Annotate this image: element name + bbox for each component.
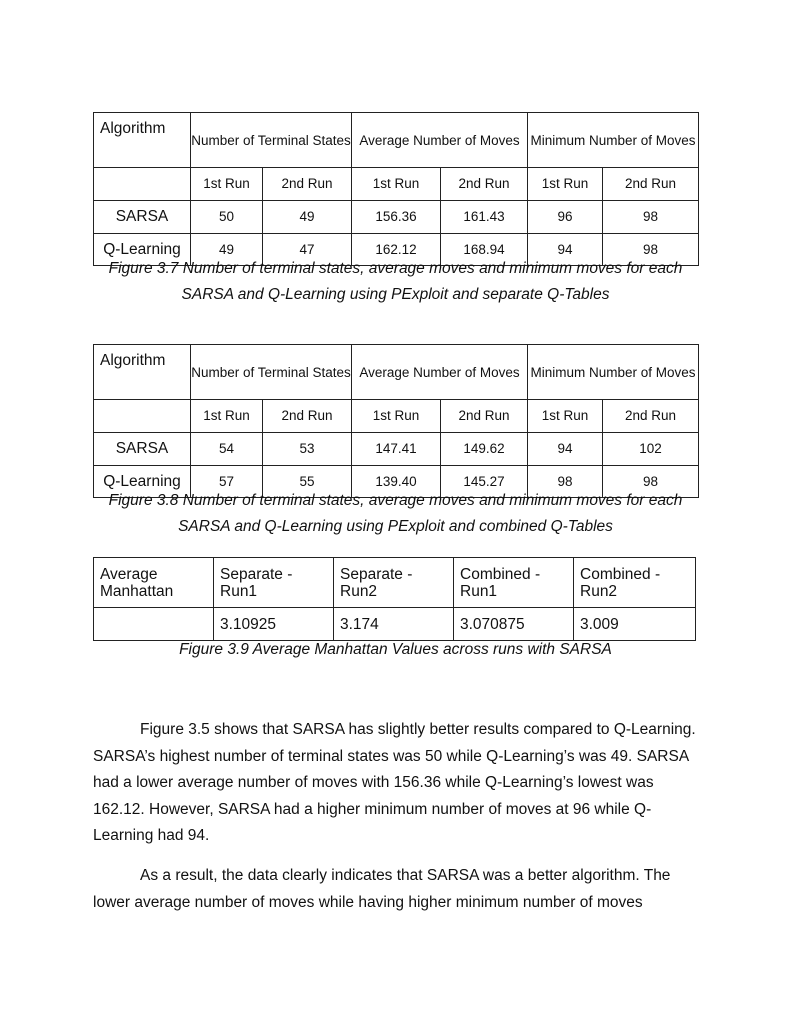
table-row <box>94 433 699 466</box>
header-average-moves: Average Number of Moves <box>352 113 528 168</box>
table-cell: 3.070875 <box>454 608 574 641</box>
run-header: 1st Run <box>191 400 263 433</box>
header-terminal-states: Number of Terminal States <box>191 113 352 168</box>
row-label: SARSA <box>94 433 191 466</box>
table-cell: 161.43 <box>441 201 528 234</box>
table-cell: 98 <box>603 201 699 234</box>
body-paragraph-2 <box>93 863 703 916</box>
table-cell: 139.40 <box>352 466 441 498</box>
figure-caption-3-8 <box>93 488 698 540</box>
table-cell <box>94 608 214 641</box>
body-paragraph-1 <box>93 717 703 850</box>
table-cell: 145.27 <box>441 466 528 498</box>
manhattan-header: Combined - Run1 <box>454 558 574 608</box>
manhattan-header: Average Manhattan <box>94 558 214 608</box>
table-cell: 147.41 <box>352 433 441 466</box>
header-algorithm: Algorithm <box>94 113 191 168</box>
caption-line: Figure 3.7 Number of terminal states, average moves and minimum moves for each <box>108 260 683 277</box>
run-header: 1st Run <box>352 400 441 433</box>
results-table-combined <box>93 344 699 498</box>
manhattan-header: Combined - Run2 <box>574 558 696 608</box>
run-header: 2nd Run <box>441 168 528 201</box>
table-cell: 156.36 <box>352 201 441 234</box>
table-cell: 168.94 <box>441 234 528 266</box>
run-header: 1st Run <box>352 168 441 201</box>
manhattan-table <box>93 557 696 641</box>
table-cell: 162.12 <box>352 234 441 266</box>
figure-caption-3-9: Figure 3.9 Average Manhattan Values across runs with SARSA <box>179 641 612 658</box>
run-header: 1st Run <box>528 400 603 433</box>
header-algorithm: Algorithm <box>94 345 191 400</box>
table-cell: 49 <box>191 234 263 266</box>
paragraph-text: Figure 3.5 shows that SARSA has slightly better results compared to Q-Learning. SARSA’s highest number of terminal states was 50 while Q-Learning’s was 49. SARSA had a lower average number of moves with 156.36 while Q-Learning’s lowest was 162.12. However, SARSA had a higher minimum number of moves at 96 while Q-Learning had 94. <box>93 721 696 844</box>
header-average-moves: Average Number of Moves <box>352 345 528 400</box>
table-cell: 50 <box>191 201 263 234</box>
table-cell: 96 <box>528 201 603 234</box>
table-cell: 57 <box>191 466 263 498</box>
table-cell: 3.10925 <box>214 608 334 641</box>
table-cell: 47 <box>263 234 352 266</box>
run-header: 2nd Run <box>603 168 699 201</box>
empty-cell <box>94 168 191 201</box>
table-cell: 98 <box>603 466 699 498</box>
manhattan-header: Separate - Run1 <box>214 558 334 608</box>
caption-line: SARSA and Q-Learning using PExploit and separate Q-Tables <box>181 286 610 303</box>
row-label: SARSA <box>94 201 191 234</box>
run-header: 2nd Run <box>263 400 352 433</box>
table-cell: 3.174 <box>334 608 454 641</box>
run-header: 1st Run <box>191 168 263 201</box>
table-cell: 94 <box>528 234 603 266</box>
caption-line: Figure 3.8 Number of terminal states, average moves and minimum moves for each <box>108 492 683 509</box>
row-label: Q-Learning <box>94 466 191 498</box>
caption-line: SARSA and Q-Learning using PExploit and combined Q-Tables <box>178 518 613 535</box>
run-header: 2nd Run <box>603 400 699 433</box>
table-cell: 55 <box>263 466 352 498</box>
results-table-separate <box>93 112 699 266</box>
table-cell: 98 <box>603 234 699 266</box>
table-row <box>94 608 696 641</box>
figure-caption-3-7 <box>93 256 698 308</box>
run-header: 1st Run <box>528 168 603 201</box>
table-cell: 54 <box>191 433 263 466</box>
table-cell: 149.62 <box>441 433 528 466</box>
header-minimum-moves: Minimum Number of Moves <box>528 113 699 168</box>
table-cell: 3.009 <box>574 608 696 641</box>
run-header: 2nd Run <box>263 168 352 201</box>
manhattan-header: Separate - Run2 <box>334 558 454 608</box>
table-cell: 53 <box>263 433 352 466</box>
table-cell: 49 <box>263 201 352 234</box>
table-cell: 98 <box>528 466 603 498</box>
table-row <box>94 201 699 234</box>
run-header: 2nd Run <box>441 400 528 433</box>
row-label: Q-Learning <box>94 234 191 266</box>
header-minimum-moves: Minimum Number of Moves <box>528 345 699 400</box>
table-cell: 102 <box>603 433 699 466</box>
table-cell: 94 <box>528 433 603 466</box>
empty-cell <box>94 400 191 433</box>
header-terminal-states: Number of Terminal States <box>191 345 352 400</box>
paragraph-text: As a result, the data clearly indicates that SARSA was a better algorithm. The lower average number of moves while having higher minimum number of moves <box>93 867 671 911</box>
